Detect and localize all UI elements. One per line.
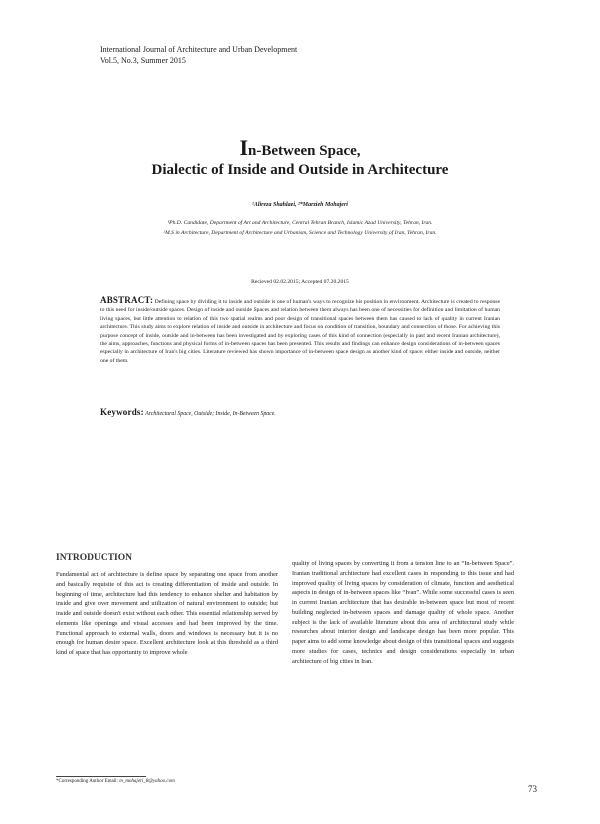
journal-issue: Vol.5, No.3, Summer 2015	[100, 56, 186, 65]
corresponding-author-footnote	[56, 779, 175, 784]
author-list: ¹Alireza Shahlaei, ²*Marzieh Mohajeri	[252, 202, 348, 208]
keywords-label: Keywords:	[100, 407, 144, 417]
footnote-divider	[56, 776, 146, 777]
introduction-heading: INTRODUCTION	[56, 553, 133, 563]
title-line-1: n-Between Space,	[248, 143, 361, 159]
affiliation-1: ¹Ph.D. Candidate, Department of Art and Architecture, Central Tehran Branch, Islamic Azad University, Tehran, Iran.	[167, 220, 433, 226]
abstract-text: Defining space by dividing it to inside and outside is one of human's ways to recognize his position in environment. Architecture is created to response to this need for inside/outside spaces. Design of inside and outside Spaces and relation between them always has been one of necessities for definition and limitation of human living spaces, but little attention to relation of this two spatial realms and poor design of transitional spaces between them has caused to lack of quality in current Iranian architecture. This study aims to explore relation of inside and outside in architecture and focus on condition of transition, boundary and connection of those. For achieving this purpose concept of inside, outside and in-between has been investigated and by exploring cases of this kind of connection (especially in past and recent Iranian architecture), the aims, approaches, functions and physical forms of in-between spaces has been presented. This results and findings can enhance design considerations of in-between spaces especially in architecture of Iran's big cities. Literature reviewed has shown importance of in-between space design as another kind of space: either inside and outside, neither one of them.	[100, 299, 501, 364]
author-email-link[interactable]: m_mohajeri_8@yahoo.com	[119, 779, 175, 784]
introduction-right-column: quality of living spaces by converting it from a tension line to an “In-between Space”. Iranian traditional architecture had excellent cases in responding to this issue and had improved quality of living spaces by consideration of climate, function and aesthetical aspects in design of in-between spaces like “Ivan”. While some successful cases is seen in current Iranian architecture that has desirable in-between space but most of recent building neglected in-between spaces and damage quality of whole space. Another subject is the lack of available literature about this area of architectural study while researches about interior design and landscape design has been more popular. This paper aims to add some knowledge about design of this transitional spaces and suggests more studies for cases, technics and design considerations especially in urban architecture of big cities in Iran.	[292, 560, 514, 665]
title-line-2: Dialectic of Inside and Outside in Architecture	[151, 162, 449, 178]
title-dropcap: I	[239, 135, 249, 160]
footnote-prefix: *Corresponding Author Email:	[56, 779, 120, 784]
introduction-left-column: Fundamental act of architecture is define space by separating one space from another and basically requisite of this act is creating differentiation of inside and outside. In beginning of time, architecture had this tendency to enhance shelter and habitation by inside and give over movement and utilization of natural environment to outside; but inside and outside doesn't exist without each other. This essential relationship served by elements like openings and visual accesses and had been improved by the time. Functional approach to external walls, doors and windows is necessary but it is no enough for human desire space. Excellent architecture look at this threshold as a third kind of space that has opportunity to improve whole	[56, 571, 278, 656]
paper-title	[0, 135, 600, 180]
page-number: 73	[528, 784, 537, 794]
journal-header	[100, 44, 297, 66]
keywords-text: Architectural Space, Outside; Inside, In-Between Space.	[145, 411, 276, 417]
abstract	[100, 296, 500, 365]
affiliation-2: ²M.S in Architecture, Department of Architecture and Urbanism, Science and Technology University of Iran, Tehran, Iran.	[163, 230, 437, 236]
affiliations	[100, 219, 500, 239]
keywords	[100, 407, 500, 417]
received-accepted-dates: Recieved 02.02.2015; Accepted 07.20.2015	[251, 279, 349, 285]
journal-name: International Journal of Architecture and Urban Development	[100, 45, 298, 54]
abstract-label: ABSTRACT:	[100, 295, 154, 305]
